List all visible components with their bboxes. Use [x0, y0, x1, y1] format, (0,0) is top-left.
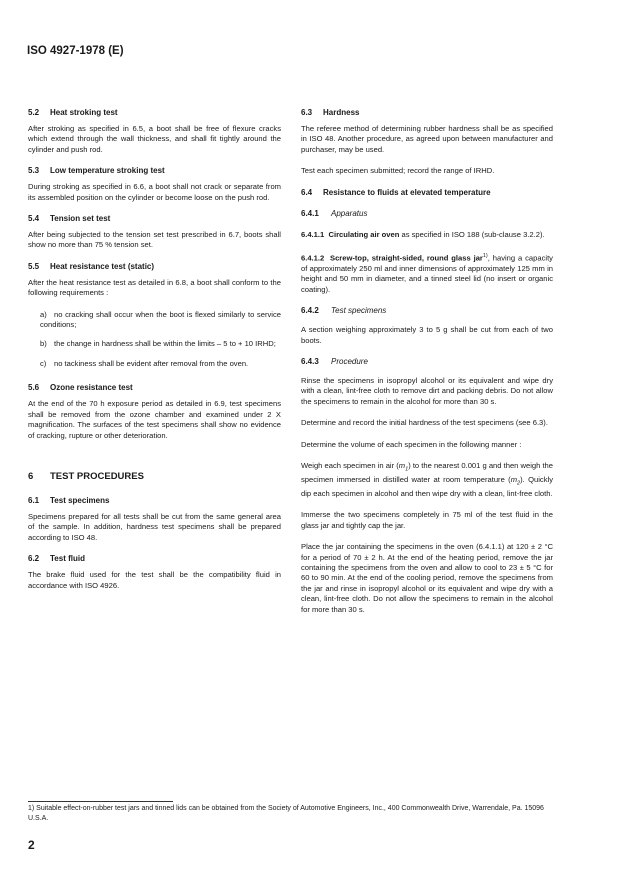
section-6-2-heading — [28, 554, 281, 563]
section-6-4-1-2-text — [301, 251, 553, 295]
section-5-5-text: After the heat resistance test as detailed in 6.8, a boot shall conform to the following requirements : — [28, 277, 281, 298]
procedure-paragraph-2: Determine and record the initial hardness of the test specimens (see 6.3). — [301, 418, 548, 428]
section-title: Heat resistance test (static) — [50, 261, 155, 271]
footnote-divider — [28, 801, 173, 802]
procedure-paragraph-3: Determine the volume of each specimen in the following manner : — [301, 439, 522, 449]
variable: m — [398, 461, 406, 471]
left-column — [28, 108, 281, 602]
list-text: no tackiness shall be evident after removal from the oven. — [54, 358, 249, 368]
section-title: Hardness — [323, 108, 360, 117]
right-column — [301, 108, 553, 626]
variable: m — [510, 474, 518, 484]
section-title: Tension set test — [50, 214, 111, 224]
list-label: c) — [40, 358, 47, 368]
clause-number: 6.4.1.1 — [301, 229, 325, 239]
section-number: 5.2 — [28, 108, 40, 117]
variable-m2 — [510, 474, 521, 487]
subscript: 1 — [405, 466, 409, 473]
section-6-3-text: The referee method of determining rubber hardness shall be as specified in ISO 48. Another procedure, as agreed upon between manufacturer and purchaser, may be used. — [301, 124, 553, 154]
section-6-4-1-1-text — [301, 230, 553, 240]
list-text: the change in hardness shall be within the limits – 5 to + 10 IRHD; — [54, 339, 276, 349]
section-5-3-text: During stroking as specified in 6.6, a boot shall not crack or separate from its assembled position on the cylinder or become loose on the push rod. — [28, 182, 281, 202]
section-6-3-heading — [301, 108, 553, 117]
section-5-3-heading — [28, 166, 281, 175]
text-run: ). Quickly dip each specimen in alcohol and then wipe dry with a clean, lint-free cloth. — [301, 474, 553, 498]
clause-title: Screw-top, straight-sided, round glass jar — [330, 253, 483, 263]
section-number: 6.3 — [301, 108, 313, 117]
section-title: Test specimens — [331, 306, 387, 316]
list-label: a) — [40, 309, 47, 319]
section-6-4-1-heading — [301, 209, 553, 218]
section-number: 6.4.1 — [301, 208, 319, 218]
footnote: 1) Suitable effect-on-rubber test jars and tinned lids can be obtained from the Society of Automotive Engineers, Inc., 400 Commonwealth Drive, Warrendale, Pa. 15096 U.S.A. — [28, 805, 544, 822]
section-title: Apparatus — [331, 208, 368, 218]
section-6-4-2-text: A section weighing approximately 3 to 5 g shall be cut from each of two boots. — [301, 325, 553, 345]
section-5-6-heading — [28, 383, 281, 392]
section-5-2-heading — [28, 108, 281, 117]
footnote-ref: 1) — [482, 253, 488, 260]
section-number: 6.1 — [28, 495, 40, 505]
clause-text: as specified in ISO 188 (sub-clause 3.2.2). — [401, 229, 545, 239]
section-5-2-text: After stroking as specified in 6.5, a boot shall be free of flexure cracks which extend through the wall thickness, and shall fit tightly around the cylinder and push rod. — [28, 124, 281, 154]
section-title: Test specimens — [50, 495, 110, 505]
list-item — [28, 359, 281, 369]
list-item — [28, 310, 281, 331]
section-5-4-text: After being subjected to the tension set test prescribed in 6.7, boots shall show no more than 75 % tension set. — [28, 230, 281, 250]
subscript: 2 — [517, 480, 521, 487]
section-number: 6 — [28, 470, 34, 482]
page-number: 2 — [28, 838, 35, 852]
text-run: Weigh each specimen in air ( — [301, 461, 399, 471]
section-number: 6.4.3 — [301, 357, 319, 366]
section-title: Test fluid — [50, 554, 85, 564]
section-6-3-text-2: Test each specimen submitted; record the range of IRHD. — [301, 166, 495, 176]
section-5-6-text: At the end of the 70 h exposure period as detailed in 6.9, test specimens shall be removed from the ozone chamber and examined under 2 X magnification. The surfaces of the test specimens shall show no evidence of cracking, rupture or other deterioration. — [28, 399, 281, 440]
section-number: 5.5 — [28, 261, 40, 271]
section-title: Heat stroking test — [50, 108, 118, 117]
section-title: TEST PROCEDURES — [50, 470, 144, 482]
section-title: Resistance to fluids at elevated temperature — [323, 187, 491, 197]
clause-title: Circulating air oven — [328, 229, 400, 239]
section-number: 5.3 — [28, 166, 40, 176]
procedure-paragraph-6: Place the jar containing the specimens in the oven (6.4.1.1) at 120 ± 2 °C for a period of 70 ± 2 h. At the end of the heating period, remove the jar containing the specimens from the oven and allow to cool to 23 ± 5 °C for 60 to 90 min. At the end of the cooling period, remove the specimens from the jar and rinse in isopropyl alcohol or its equivalent and wipe dry with a clean, lint-free cloth. Do not allow the specimens to remain in the alcohol for more than 30 s. — [301, 542, 553, 614]
section-6-4-3-heading — [301, 357, 553, 366]
section-6-4-heading — [301, 188, 553, 197]
procedure-paragraph-5: Immerse the two specimens completely in 75 ml of the test fluid in the glass jar and tightly cap the jar. — [301, 510, 553, 530]
list-text: no cracking shall occur when the boot is flexed similarly to service conditions; — [40, 309, 281, 330]
section-6-2-text: The brake fluid used for the test shall be the compatibility fluid in accordance with ISO 4926. — [28, 570, 281, 590]
clause-number: 6.4.1.2 — [301, 253, 325, 263]
section-number: 5.4 — [28, 214, 40, 224]
section-5-5-heading — [28, 262, 281, 271]
variable-m1 — [398, 461, 409, 473]
text-run: ) to the nearest 0.001 g and then weigh the specimen immersed in distilled water at room temperature ( — [301, 461, 554, 484]
section-6-1-heading — [28, 496, 281, 505]
list-label: b) — [40, 339, 47, 349]
section-title: Procedure — [331, 357, 368, 366]
section-6-1-text: Specimens prepared for all tests shall be cut from the same general area of the sample. In addition, hardness test specimens shall be prepared according to ISO 48. — [28, 511, 281, 542]
section-5-4-heading — [28, 214, 281, 223]
clause-text: , having a capacity of approximately 250 ml and inner dimensions of approximately 125 mm in height and 50 mm in diameter, and a tinned steel lid (no insert or organic coating). — [301, 253, 553, 294]
document-header: ISO 4927-1978 (E) — [27, 45, 124, 57]
section-title: Ozone resistance test — [50, 383, 133, 393]
section-6-4-2-heading — [301, 306, 553, 315]
procedure-paragraph-4 — [301, 461, 553, 499]
section-6-heading — [28, 471, 281, 482]
list-item — [28, 339, 281, 349]
section-number: 6.4.2 — [301, 306, 319, 316]
procedure-paragraph-1: Rinse the specimens in isopropyl alcohol or its equivalent and wipe dry with a clean, lint-free cloth to remove dirt and packing debris. Do not allow the specimens to remain in the alcohol for more than 30 s. — [301, 376, 553, 406]
section-number: 6.2 — [28, 554, 40, 564]
section-number: 5.6 — [28, 383, 40, 393]
section-number: 6.4 — [301, 187, 313, 197]
section-title: Low temperature stroking test — [50, 166, 165, 176]
